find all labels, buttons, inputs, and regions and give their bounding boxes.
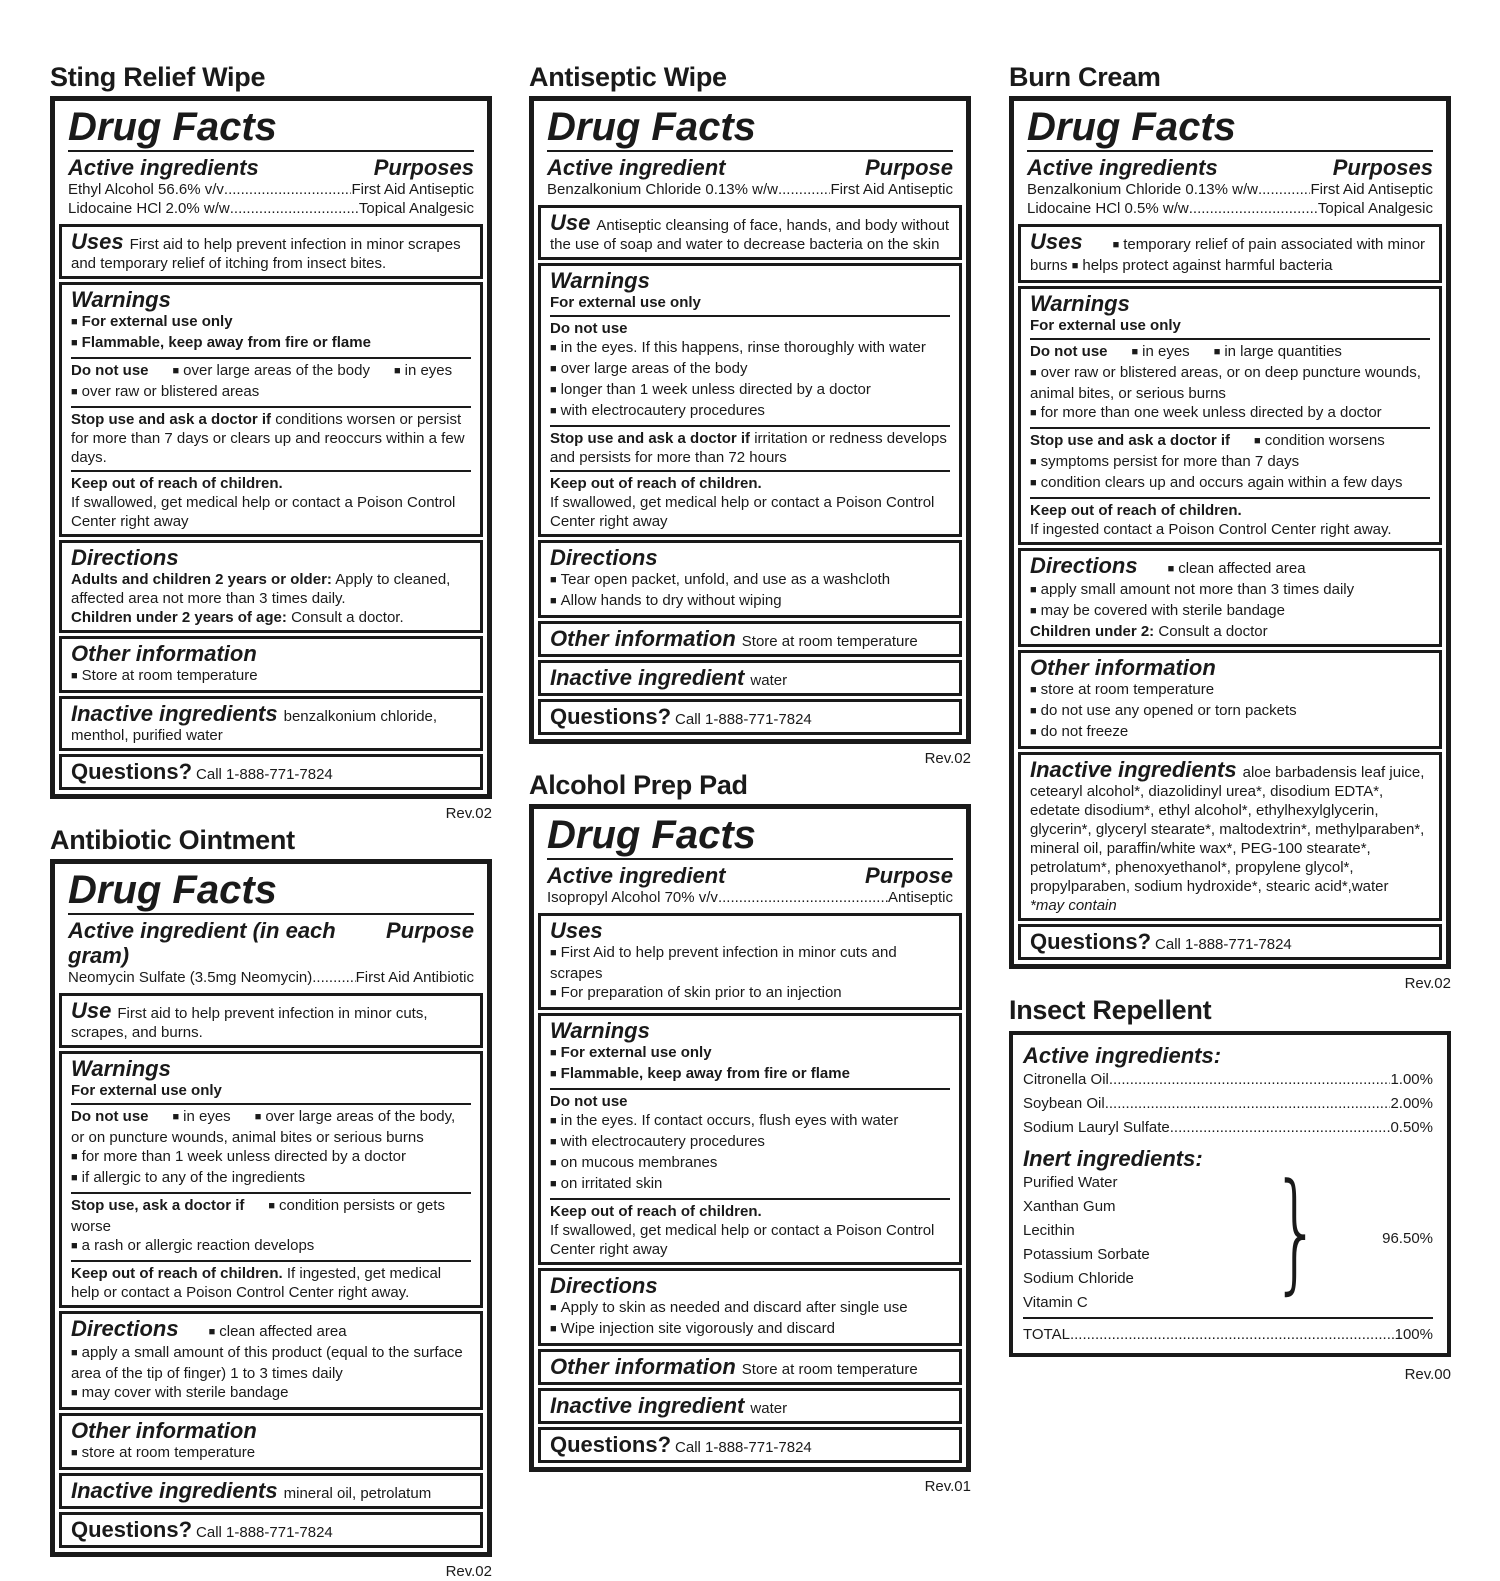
- inactive-heading: Inactive ingredients: [71, 701, 278, 726]
- questions-phone: Call 1-888-771-7824: [1155, 936, 1292, 953]
- warnings-heading: Warnings: [550, 268, 650, 293]
- column-3: [1009, 62, 1451, 1384]
- directions-text: Adults and children 2 years or older: Apply to cleaned, affected area not more than 3 times daily. Children under 2 years of age: Consult a doctor.: [71, 571, 451, 626]
- do-not-use: Do not use ■ in the eyes. If this happens, rinse thoroughly with water ■ over large areas of the body ■ longer than 1 week unless directed by a doctor ■ with electrocautery procedures: [550, 315, 950, 422]
- product-title: Sting Relief Wipe: [50, 62, 266, 92]
- keep-out-of-reach: Keep out of reach of children. If swallowed, get medical help or contact a Poison Control Center right away: [550, 470, 950, 531]
- inert-item: Potassium Sorbate: [1023, 1246, 1150, 1263]
- ingredient-row: Soybean Oil ..... 2.00%: [1023, 1092, 1433, 1116]
- inactive-section: [59, 1473, 483, 1509]
- directions-heading: Directions: [1030, 553, 1138, 578]
- warnings-section: [1018, 286, 1442, 545]
- inactive-heading: Inactive ingredients: [71, 1478, 278, 1503]
- drug-facts-heading: Drug Facts: [547, 812, 953, 860]
- uses-section: [538, 913, 962, 1010]
- use-section: [538, 205, 962, 260]
- use-heading: Use: [71, 998, 112, 1023]
- active-heading: Active ingredient (in each gram): [68, 918, 336, 968]
- direction-item: ■ Wipe injection site vigorously and discard: [550, 1319, 950, 1340]
- revision: Rev.02: [1404, 975, 1451, 992]
- warnings-heading: Warnings: [71, 287, 171, 312]
- insect-repellent-label: [1009, 1031, 1451, 1357]
- direction-item: ■ clean affected area: [1168, 560, 1306, 577]
- do-not-use: Do not use■ in eyes■ over large areas of the body, or on puncture wounds, animal bites or serious burns ■ for more than 1 week unless directed by a doctor ■ if allergic to any of the ingredients: [71, 1103, 471, 1189]
- other-item: ■ Store at room temperature: [71, 666, 471, 687]
- keep-out-of-reach: Keep out of reach of children. If ingested, get medical help or contact a Poison Control Center right away.: [71, 1260, 471, 1302]
- other-info-section: [59, 636, 483, 693]
- drug-facts-heading: Drug Facts: [547, 104, 953, 152]
- active-heading: Active ingredients:: [1023, 1043, 1222, 1068]
- inactive-section: [1018, 752, 1442, 921]
- other-item: ■ store at room temperature: [71, 1443, 471, 1464]
- inactive-heading: Inactive ingredient: [550, 1393, 745, 1418]
- inactive-text: mineral oil, petrolatum: [283, 1485, 432, 1502]
- questions-section: [59, 1512, 483, 1548]
- warnings-section: [538, 263, 962, 537]
- direction-children: Children under 2: Consult a doctor: [1030, 623, 1268, 640]
- revision: Rev.02: [445, 1563, 492, 1580]
- revision: Rev.02: [445, 805, 492, 822]
- purposes-heading: Purposes: [1332, 155, 1433, 180]
- direction-item: ■ Allow hands to dry without wiping: [550, 591, 950, 612]
- do-not-use: Do not use■ in eyes■ in large quantities ■ over raw or blistered areas, or on deep puncture wounds, animal bites, or serious burns ■ for more than one week unless directed by a doctor: [1030, 338, 1430, 424]
- warning-item: ■ Flammable, keep away from fire or flame: [71, 333, 471, 354]
- product-title: Burn Cream: [1009, 62, 1161, 92]
- use-heading: Use: [550, 210, 591, 235]
- stop-use: Stop use and ask a doctor if irritation or redness develops and persists for more than 72 hours: [550, 425, 950, 467]
- active-ingredients-section: [538, 104, 962, 202]
- use-text: Antiseptic cleansing of face, hands, and body without the use of soap and water to decrease bacteria on the skin: [550, 217, 950, 253]
- inert-heading: Inert ingredients:: [1023, 1146, 1203, 1171]
- directions-section: [538, 1268, 962, 1346]
- stop-use: Stop use and ask a doctor if conditions worsen or persist for more than 7 days or clears up and reoccurs within a few days.: [71, 406, 471, 467]
- questions-heading: Questions?: [71, 1517, 193, 1542]
- external-use: For external use only: [71, 1082, 222, 1099]
- inactive-text: water: [750, 672, 788, 689]
- drug-facts-label-sting: [50, 96, 492, 799]
- other-heading: Other information: [550, 626, 736, 651]
- other-heading: Other information: [71, 641, 257, 666]
- column-1: [50, 62, 492, 1581]
- product-title: Insect Repellent: [1009, 995, 1212, 1025]
- direction-item: ■ clean affected area: [209, 1323, 347, 1340]
- directions-section: [538, 540, 962, 618]
- inert-item: Xanthan Gum: [1023, 1198, 1116, 1215]
- use-item: ■ helps protect against harmful bacteria: [1072, 257, 1333, 274]
- drug-facts-label-antibiotic: [50, 859, 492, 1557]
- revision: Rev.02: [924, 750, 971, 767]
- uses-heading: Uses: [71, 229, 124, 254]
- inert-item: Lecithin: [1023, 1222, 1075, 1239]
- directions-heading: Directions: [71, 1316, 179, 1341]
- external-use: For external use only: [550, 294, 701, 311]
- inactive-text: benzalkonium chloride, menthol, purified water: [71, 708, 438, 744]
- questions-phone: Call 1-888-771-7824: [196, 766, 333, 783]
- ingredient-row: Lidocaine HCl 2.0% w/w ..... Topical Analgesic: [68, 199, 474, 218]
- product-title: Alcohol Prep Pad: [529, 770, 748, 800]
- uses-text: First aid to help prevent infection in minor scrapes and temporary relief of itching from insect bites.: [71, 236, 461, 272]
- inert-item: Sodium Chloride: [1023, 1270, 1134, 1287]
- do-not-use: Do not use■ over large areas of the body■ in eyes ■ over raw or blistered areas: [71, 357, 471, 403]
- direction-item: ■ apply small amount not more than 3 times daily: [1030, 580, 1430, 601]
- directions-section: [1018, 548, 1442, 647]
- ingredient-row: Ethyl Alcohol 56.6% v/v ..... First Aid Antiseptic: [68, 180, 474, 199]
- keep-out-of-reach: Keep out of reach of children. If ingested contact a Poison Control Center right away.: [1030, 497, 1430, 539]
- questions-section: [538, 699, 962, 735]
- other-item: ■ do not use any opened or torn packets: [1030, 701, 1430, 722]
- direction-item: ■ Apply to skin as needed and discard after single use: [550, 1298, 950, 1319]
- stop-use: Stop use, ask a doctor if■ condition persists or gets worse ■ a rash or allergic reaction develops: [71, 1192, 471, 1257]
- other-info-section: [59, 1413, 483, 1470]
- warning-item: ■ Flammable, keep away from fire or flame: [550, 1064, 950, 1085]
- purpose-heading: Purpose: [385, 918, 474, 943]
- warnings-section: [59, 1051, 483, 1308]
- other-info-section: [1018, 650, 1442, 749]
- uses-section: [59, 224, 483, 279]
- total-row: TOTAL ..... 100%: [1023, 1323, 1433, 1347]
- active-heading: Active ingredients: [1027, 155, 1218, 180]
- questions-heading: Questions?: [1030, 929, 1152, 954]
- ingredient-row: Benzalkonium Chloride 0.13% w/w ..... First Aid Antiseptic: [1027, 180, 1433, 199]
- warning-item: ■ For external use only: [550, 1043, 950, 1064]
- other-text: Store at room temperature: [741, 633, 918, 650]
- other-info-section: [538, 621, 962, 657]
- drug-facts-label-alcohol: [529, 804, 971, 1472]
- uses-section: [1018, 224, 1442, 283]
- active-ingredients-section: [1018, 104, 1442, 221]
- questions-section: [59, 754, 483, 790]
- ingredient-row: Citronella Oil ..... 1.00%: [1023, 1068, 1433, 1092]
- other-item: ■ do not freeze: [1030, 722, 1430, 743]
- warnings-heading: Warnings: [1030, 291, 1130, 316]
- questions-section: [1018, 924, 1442, 960]
- other-heading: Other information: [1030, 655, 1216, 680]
- other-heading: Other information: [550, 1354, 736, 1379]
- use-item: ■ First Aid to help prevent infection in minor cuts and scrapes: [550, 943, 950, 983]
- uses-heading: Uses: [1030, 229, 1083, 254]
- revision: Rev.01: [924, 1478, 971, 1495]
- inactive-heading: Inactive ingredients: [1030, 757, 1237, 782]
- stop-use: Stop use and ask a doctor if■ condition worsens ■ symptoms persist for more than 7 days ■ condition clears up and occurs again within a few days: [1030, 427, 1430, 494]
- drug-facts-label-burn: [1009, 96, 1451, 969]
- questions-heading: Questions?: [550, 1432, 672, 1457]
- drug-facts-label-antiseptic: [529, 96, 971, 744]
- direction-item: ■ may be covered with sterile bandage: [1030, 601, 1430, 622]
- keep-out-of-reach: Keep out of reach of children. If swallowed, get medical help or contact a Poison Control Center right away: [71, 470, 471, 531]
- inert-percent: 96.50%: [1382, 1230, 1433, 1247]
- ingredient-row: Benzalkonium Chloride 0.13% w/w ..... First Aid Antiseptic: [547, 180, 953, 199]
- warnings-heading: Warnings: [71, 1056, 171, 1081]
- active-ingredients-section: [59, 867, 483, 990]
- questions-heading: Questions?: [71, 759, 193, 784]
- revision: Rev.00: [1404, 1366, 1451, 1383]
- directions-heading: Directions: [550, 545, 658, 570]
- uses-heading: Uses: [550, 918, 603, 943]
- inactive-heading: Inactive ingredient: [550, 665, 745, 690]
- warnings-heading: Warnings: [550, 1018, 650, 1043]
- direction-item: ■ may cover with sterile bandage: [71, 1383, 471, 1404]
- use-section: [59, 993, 483, 1048]
- direction-item: ■ apply a small amount of this product (equal to the surface area of the tip of finger) 1 to 3 times daily: [71, 1343, 471, 1383]
- use-item: ■ temporary relief of pain associated with minor burns: [1030, 236, 1425, 274]
- product-title: Antibiotic Ointment: [50, 825, 295, 855]
- inert-item: Purified Water: [1023, 1174, 1118, 1191]
- active-heading: Active ingredients: [68, 155, 259, 180]
- product-title: Antiseptic Wipe: [529, 62, 727, 92]
- drug-facts-heading: Drug Facts: [68, 867, 474, 915]
- ingredient-row: Lidocaine HCl 0.5% w/w ..... Topical Analgesic: [1027, 199, 1433, 218]
- inactive-text: water: [750, 1400, 788, 1417]
- drug-facts-heading: Drug Facts: [1027, 104, 1433, 152]
- drug-facts-heading: Drug Facts: [68, 104, 474, 152]
- direction-item: ■ Tear open packet, unfold, and use as a washcloth: [550, 570, 950, 591]
- keep-out-of-reach: Keep out of reach of children. If swallowed, get medical help or contact a Poison Control Center right away: [550, 1198, 950, 1259]
- questions-phone: Call 1-888-771-7824: [675, 1439, 812, 1456]
- inactive-section: [538, 1388, 962, 1424]
- warnings-section: [59, 282, 483, 537]
- directions-heading: Directions: [550, 1273, 658, 1298]
- brace-icon: }: [1271, 1155, 1322, 1307]
- active-ingredients-section: [59, 104, 483, 221]
- inactive-section: [538, 660, 962, 696]
- purpose-heading: Purpose: [864, 155, 953, 180]
- active-heading: Active ingredient: [547, 863, 726, 888]
- use-text: First aid to help prevent infection in minor cuts, scrapes, and burns.: [71, 1005, 428, 1041]
- other-info-section: [538, 1349, 962, 1385]
- other-heading: Other information: [71, 1418, 257, 1443]
- inactive-text: aloe barbadensis leaf juice, cetearyl alcohol*, diazolidinyl urea*, disodium EDTA*, edetate disodium*, ethyl alcohol*, ethylhexylglycerin, glycerin*, glyceryl stearate*, maltodextrin*, methylparaben*, mineral oil, paraffin/white wax*, PEG-100 stearate*, petrolatum*, phenoxyethanol*, propylene glycol*, propylparaben, sodium hydroxide*, stearic acid*,water: [1030, 764, 1425, 895]
- purpose-heading: Purpose: [864, 863, 953, 888]
- use-item: ■ For preparation of skin prior to an injection: [550, 983, 950, 1004]
- other-item: ■ store at room temperature: [1030, 680, 1430, 701]
- purposes-heading: Purposes: [373, 155, 474, 180]
- inert-item: Vitamin C: [1023, 1294, 1088, 1311]
- ingredient-row: Sodium Lauryl Sulfate ..... 0.50%: [1023, 1116, 1433, 1140]
- external-use: For external use only: [1030, 317, 1181, 334]
- directions-section: [59, 540, 483, 633]
- questions-phone: Call 1-888-771-7824: [196, 1524, 333, 1541]
- other-text: Store at room temperature: [741, 1361, 918, 1378]
- questions-heading: Questions?: [550, 704, 672, 729]
- ingredient-row: Neomycin Sulfate (3.5mg Neomycin) ..... First Aid Antibiotic: [68, 968, 474, 987]
- may-contain-note: *may contain: [1030, 897, 1117, 914]
- directions-section: [59, 1311, 483, 1410]
- questions-section: [538, 1427, 962, 1463]
- warning-item: ■ For external use only: [71, 312, 471, 333]
- active-ingredients-section: [538, 812, 962, 910]
- questions-phone: Call 1-888-771-7824: [675, 711, 812, 728]
- do-not-use: Do not use ■ in the eyes. If contact occurs, flush eyes with water ■ with electrocautery procedures ■ on mucous membranes ■ on irritated skin: [550, 1088, 950, 1195]
- warnings-section: [538, 1013, 962, 1265]
- ingredient-row: Isopropyl Alcohol 70% v/v ..... Antiseptic: [547, 888, 953, 907]
- active-heading: Active ingredient: [547, 155, 726, 180]
- column-2: [529, 62, 971, 1496]
- directions-heading: Directions: [71, 545, 179, 570]
- inactive-section: [59, 696, 483, 751]
